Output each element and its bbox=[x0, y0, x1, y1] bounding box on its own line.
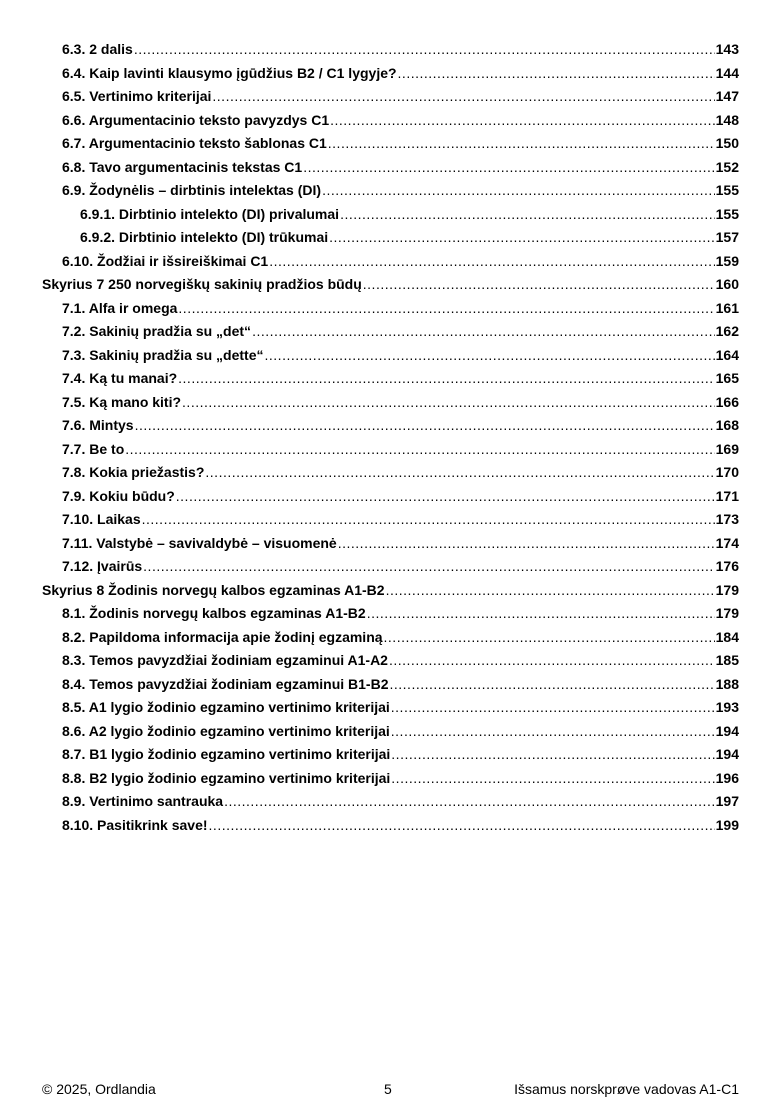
toc-entry-page: 161 bbox=[715, 300, 739, 316]
toc-entry-title: 7.7. Be to bbox=[62, 441, 125, 457]
toc-dot-leader bbox=[209, 816, 715, 834]
toc-entry-title: 6.4. Kaip lavinti klausymo įgūdžius B2 / C1 lygyje? bbox=[62, 65, 397, 81]
toc-entry-page: 165 bbox=[715, 370, 739, 386]
toc-entry-title: 8.4. Temos pavyzdžiai žodiniam egzaminui B1-B2 bbox=[62, 676, 389, 692]
toc-dot-leader bbox=[367, 604, 715, 622]
toc-entry-page: 170 bbox=[715, 464, 739, 480]
toc-entry-page: 179 bbox=[715, 605, 739, 621]
toc-entry[interactable] bbox=[62, 87, 739, 105]
toc-dot-leader bbox=[391, 722, 715, 740]
toc-entry-page: 194 bbox=[715, 746, 739, 762]
footer-book-title: Išsamus norskprøve vadovas A1-C1 bbox=[514, 1081, 739, 1097]
toc-dot-leader bbox=[178, 369, 714, 387]
toc-dot-leader bbox=[125, 440, 714, 458]
toc-dot-leader bbox=[391, 745, 714, 763]
toc-entry-title: 8.2. Papildoma informacija apie žodinį egzaminą bbox=[62, 629, 383, 645]
toc-entry-page: 171 bbox=[715, 488, 739, 504]
toc-entry-title: 7.8. Kokia priežastis? bbox=[62, 464, 205, 480]
toc-entry[interactable] bbox=[62, 111, 739, 129]
toc-entry-title: Skyrius 7 250 norvegiškų sakinių pradžios būdų bbox=[42, 276, 362, 292]
toc-entry-page: 179 bbox=[715, 582, 739, 598]
toc-dot-leader bbox=[212, 87, 714, 105]
toc-entry[interactable] bbox=[62, 604, 739, 622]
toc-entry[interactable] bbox=[62, 346, 739, 364]
toc-entry-page: 173 bbox=[715, 511, 739, 527]
toc-entry-page: 160 bbox=[715, 276, 739, 292]
toc-entry-title: 7.11. Valstybė – savivaldybė – visuomenė bbox=[62, 535, 337, 551]
toc-dot-leader bbox=[134, 40, 715, 58]
toc-entry[interactable] bbox=[62, 816, 739, 834]
toc-entry-page: 174 bbox=[715, 535, 739, 551]
toc-dot-leader bbox=[176, 487, 715, 505]
toc-entry-title: 8.7. B1 lygio žodinio egzamino vertinimo kriterijai bbox=[62, 746, 391, 762]
toc-dot-leader bbox=[303, 158, 714, 176]
toc-dot-leader bbox=[398, 64, 715, 82]
toc-entry-title: 6.9. Žodynėlis – dirbtinis intelektas (DI) bbox=[62, 182, 322, 198]
footer-copyright: © 2025, Ordlandia bbox=[42, 1081, 156, 1097]
toc-entry[interactable] bbox=[62, 698, 739, 716]
toc-entry[interactable] bbox=[62, 440, 739, 458]
toc-entry[interactable] bbox=[62, 534, 739, 552]
toc-entry[interactable] bbox=[62, 181, 739, 199]
toc-dot-leader bbox=[265, 346, 715, 364]
toc-entry[interactable] bbox=[80, 228, 739, 246]
toc-dot-leader bbox=[143, 557, 714, 575]
toc-entry-title: 8.10. Pasitikrink save! bbox=[62, 817, 208, 833]
toc-entry-page: 188 bbox=[715, 676, 739, 692]
toc-entry-page: 148 bbox=[715, 112, 739, 128]
toc-entry-title: Skyrius 8 Žodinis norvegų kalbos egzaminas A1-B2 bbox=[42, 582, 385, 598]
toc-entry-title: 6.9.1. Dirbtinio intelekto (DI) privalumai bbox=[80, 206, 340, 222]
toc-dot-leader bbox=[328, 134, 715, 152]
toc-entry-page: 196 bbox=[715, 770, 739, 786]
toc-dot-leader bbox=[178, 299, 714, 317]
toc-entry-page: 162 bbox=[715, 323, 739, 339]
toc-entry[interactable] bbox=[42, 275, 739, 293]
toc-entry-title: 6.3. 2 dalis bbox=[62, 41, 133, 57]
toc-entry-title: 6.10. Žodžiai ir išsireiškimai C1 bbox=[62, 253, 269, 269]
toc-dot-leader bbox=[224, 792, 715, 810]
toc-entry-page: 169 bbox=[715, 441, 739, 457]
toc-entry-title: 8.6. A2 lygio žodinio egzamino vertinimo kriterijai bbox=[62, 723, 390, 739]
toc-entry[interactable] bbox=[62, 722, 739, 740]
toc-entry[interactable] bbox=[62, 769, 739, 787]
toc-entry-page: 155 bbox=[715, 206, 739, 222]
toc-entry-page: 193 bbox=[715, 699, 739, 715]
toc-entry[interactable] bbox=[62, 675, 739, 693]
toc-dot-leader bbox=[182, 393, 715, 411]
toc-entry[interactable] bbox=[62, 628, 739, 646]
toc-entry[interactable] bbox=[62, 299, 739, 317]
toc-entry[interactable] bbox=[62, 158, 739, 176]
toc-entry-title: 6.8. Tavo argumentacinis tekstas C1 bbox=[62, 159, 303, 175]
toc-entry-title: 8.8. B2 lygio žodinio egzamino vertinimo kriterijai bbox=[62, 770, 391, 786]
toc-dot-leader bbox=[386, 581, 715, 599]
toc-entry-title: 7.4. Ką tu manai? bbox=[62, 370, 178, 386]
toc-dot-leader bbox=[363, 275, 715, 293]
toc-entry[interactable] bbox=[62, 510, 739, 528]
toc-entry-page: 176 bbox=[715, 558, 739, 574]
toc-dot-leader bbox=[269, 252, 714, 270]
toc-entry-page: 164 bbox=[715, 347, 739, 363]
toc-entry-title: 7.5. Ką mano kiti? bbox=[62, 394, 182, 410]
toc-entry[interactable] bbox=[62, 393, 739, 411]
toc-entry-page: 197 bbox=[715, 793, 739, 809]
page-footer bbox=[42, 1081, 739, 1101]
toc-dot-leader bbox=[205, 463, 714, 481]
toc-dot-leader bbox=[322, 181, 715, 199]
toc-dot-leader bbox=[340, 205, 715, 223]
toc-entry-page: 150 bbox=[715, 135, 739, 151]
toc-entry[interactable] bbox=[62, 651, 739, 669]
toc-entry-title: 6.7. Argumentacinio teksto šablonas C1 bbox=[62, 135, 327, 151]
toc-entry-page: 157 bbox=[715, 229, 739, 245]
toc-dot-leader bbox=[142, 510, 715, 528]
toc-entry-page: 147 bbox=[715, 88, 739, 104]
toc-entry-title: 7.9. Kokiu būdu? bbox=[62, 488, 175, 504]
toc-entry-page: 143 bbox=[715, 41, 739, 57]
toc-dot-leader bbox=[389, 651, 715, 669]
toc-entry-title: 6.6. Argumentacinio teksto pavyzdys C1 bbox=[62, 112, 330, 128]
toc-entry-title: 8.3. Temos pavyzdžiai žodiniam egzaminui A1-A2 bbox=[62, 652, 388, 668]
toc-entry-page: 184 bbox=[715, 629, 739, 645]
toc-entry-title: 8.1. Žodinis norvegų kalbos egzaminas A1-B2 bbox=[62, 605, 366, 621]
toc-entry-title: 8.9. Vertinimo santrauka bbox=[62, 793, 224, 809]
toc-dot-leader bbox=[391, 769, 714, 787]
footer-page-number: 5 bbox=[384, 1081, 392, 1097]
toc-entry[interactable] bbox=[62, 416, 739, 434]
toc-entry-page: 168 bbox=[715, 417, 739, 433]
toc-dot-leader bbox=[330, 111, 715, 129]
toc-entry[interactable] bbox=[42, 581, 739, 599]
toc-entry[interactable] bbox=[62, 745, 739, 763]
toc-entry-title: 7.10. Laikas bbox=[62, 511, 141, 527]
toc-entry-title: 7.1. Alfa ir omega bbox=[62, 300, 178, 316]
toc-entry[interactable] bbox=[62, 557, 739, 575]
toc-entry[interactable] bbox=[62, 134, 739, 152]
toc-entry-title: 7.3. Sakinių pradžia su „dette“ bbox=[62, 347, 264, 363]
toc-entry[interactable] bbox=[62, 463, 739, 481]
toc-entry-title: 6.9.2. Dirbtinio intelekto (DI) trūkumai bbox=[80, 229, 329, 245]
toc-dot-leader bbox=[252, 322, 715, 340]
toc-dot-leader bbox=[329, 228, 714, 246]
toc-entry-page: 152 bbox=[715, 159, 739, 175]
toc-entry[interactable] bbox=[62, 64, 739, 82]
toc-entry-page: 159 bbox=[715, 253, 739, 269]
toc-entry-page: 194 bbox=[715, 723, 739, 739]
toc-dot-leader bbox=[338, 534, 715, 552]
toc-entry-page: 155 bbox=[715, 182, 739, 198]
toc-entry-title: 8.5. A1 lygio žodinio egzamino vertinimo kriterijai bbox=[62, 699, 390, 715]
toc-entry-page: 144 bbox=[715, 65, 739, 81]
toc-entry[interactable] bbox=[62, 322, 739, 340]
toc-dot-leader bbox=[135, 416, 715, 434]
toc-entry[interactable] bbox=[62, 369, 739, 387]
toc-entry[interactable] bbox=[80, 205, 739, 223]
toc-dot-leader bbox=[390, 675, 715, 693]
toc-entry[interactable] bbox=[62, 252, 739, 270]
toc-entry-page: 166 bbox=[715, 394, 739, 410]
toc-entry-page: 185 bbox=[715, 652, 739, 668]
toc-entry[interactable] bbox=[62, 40, 739, 58]
toc-entry[interactable] bbox=[62, 487, 739, 505]
toc-entry-title: 6.5. Vertinimo kriterijai bbox=[62, 88, 212, 104]
toc-entry-title: 7.6. Mintys bbox=[62, 417, 134, 433]
toc-entry-page: 199 bbox=[715, 817, 739, 833]
toc-entry-title: 7.2. Sakinių pradžia su „det“ bbox=[62, 323, 252, 339]
toc-dot-leader bbox=[391, 698, 715, 716]
toc-entry[interactable] bbox=[62, 792, 739, 810]
toc-dot-leader bbox=[384, 628, 715, 646]
toc-entry-title: 7.12. Įvairūs bbox=[62, 558, 143, 574]
